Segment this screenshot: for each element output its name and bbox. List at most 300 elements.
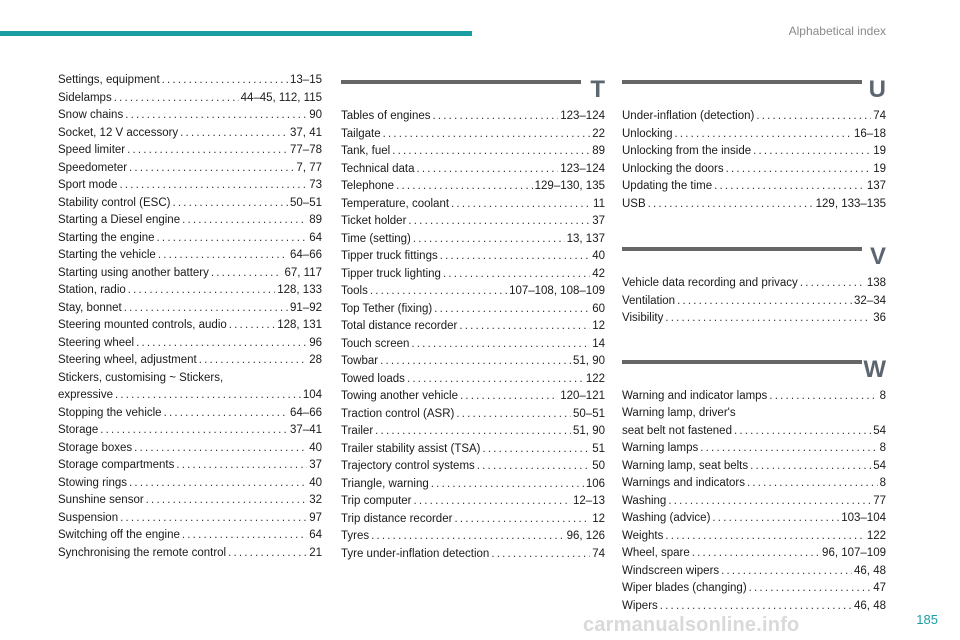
dot-leader [180,125,288,143]
index-entry [341,511,605,529]
dot-leader [756,108,871,126]
index-pages: 51, 90 [573,355,605,367]
index-term: Stay, bonnet [58,301,122,314]
index-entry [622,423,886,441]
index-entry [341,143,605,161]
dot-leader [800,275,865,293]
index-term: Trajectory control systems [341,460,475,472]
index-term: Steering mounted controls, audio [58,319,227,331]
index-entry [58,177,322,195]
index-term: Sport mode [58,179,118,191]
index-term: Updating the time [622,180,713,192]
index-entry [341,213,605,231]
index-pages: 129, 133–135 [815,197,886,210]
dot-leader [176,457,307,475]
dot-leader [692,545,820,563]
index-pages: 44–45, 112, 115 [240,91,322,104]
index-entry [58,440,322,458]
index-pages: 40 [309,476,322,489]
index-pages: 123–124 [560,162,605,175]
index-pages: 77–78 [290,144,322,156]
dot-leader [211,265,283,283]
index-pages: 37 [592,215,605,227]
dot-leader [451,196,591,214]
index-entry [341,283,605,301]
index-entry [622,126,886,144]
page-number: 185 [916,612,938,627]
index-pages: 46, 48 [854,599,886,612]
index-term: Washing (advice) [622,512,711,524]
index-entry [58,475,322,493]
index-term: Settings, equipment [58,74,160,86]
index-pages: 122 [585,372,605,385]
section-header [622,355,886,384]
index-entry [58,230,322,248]
index-entry [58,405,322,423]
index-pages: 89 [592,145,605,157]
dot-leader [407,371,584,389]
index-pages: 123–124 [560,110,605,122]
index-entry [622,388,886,406]
index-term: expressive [58,389,113,401]
index-term: Stowing rings [58,476,128,489]
index-term: Warning and indicator lamps [622,389,768,402]
index-entry [58,510,322,528]
dot-leader [182,212,307,230]
index-pages: 47 [873,582,886,594]
dot-leader [136,335,307,353]
index-entry [622,275,886,293]
dot-leader [146,492,308,510]
index-pages: 7, 77 [296,161,322,174]
index-entry [341,371,605,389]
index-list-w [622,388,886,616]
dot-leader [417,161,559,179]
index-term: Triangle, warning [341,477,429,490]
index-entry [341,231,605,249]
index-pages: 8 [879,442,886,454]
index-pages: 51 [592,442,605,455]
section-rule [622,360,862,364]
index-term: Warning lamp, driver's [622,407,736,419]
section-letter: V [869,243,886,270]
index-term: Unlocking the doors [622,162,724,175]
index-pages: 97 [309,511,322,524]
index-term: Sidelamps [58,91,112,104]
index-pages: 64 [309,231,322,244]
index-entry [622,580,886,598]
section-letter: W [863,355,886,383]
index-pages: 40 [592,250,605,262]
dot-leader [383,126,591,144]
index-term: Touch screen [341,337,410,350]
index-entry [341,178,605,196]
dot-leader [411,336,590,354]
index-pages: 128, 133 [277,284,322,296]
index-entry [622,598,886,616]
index-pages: 91–92 [290,301,322,314]
dot-leader [120,510,307,528]
index-entry [58,335,322,353]
index-pages: 12–13 [573,495,605,507]
section-u [622,76,886,213]
dot-leader [392,143,590,161]
index-term: Stability control (ESC) [58,196,171,209]
index-entry [622,310,886,328]
dot-leader [172,195,288,213]
page-header-title: Alphabetical index [788,24,886,38]
index-pages: 74 [873,110,886,122]
index-pages: 54 [873,459,886,472]
index-term: Station, radio [58,284,126,296]
watermark-text: carmanualsonline.info [583,614,800,636]
index-pages: 129–130, 135 [534,180,605,192]
index-pages: 12 [592,320,605,332]
index-pages: 74 [592,547,605,560]
dot-leader [127,142,288,160]
dot-leader [229,317,275,335]
index-pages: 90 [309,109,322,121]
index-pages: 89 [309,214,322,226]
dot-leader [371,528,565,546]
index-pages: 21 [309,546,322,559]
index-term: Traction control (ASR) [341,407,455,420]
dot-leader [460,388,558,406]
index-pages: 22 [592,127,605,140]
index-entry [58,492,322,510]
index-term: Technical data [341,162,415,175]
index-pages: 96, 126 [566,530,605,542]
dot-leader [431,476,584,494]
index-term: Storage compartments [58,459,175,471]
index-list-u [622,108,886,213]
index-term: Suspension [58,511,119,524]
index-pages: 50 [592,460,605,472]
dot-leader [114,90,239,108]
index-term: Vehicle data recording and privacy [622,277,798,289]
index-term: Temperature, coolant [341,197,450,210]
dot-leader [459,318,590,336]
index-term: Steering wheel, adjustment [58,354,197,366]
dot-leader [668,493,871,511]
index-term: Switching off the engine [58,529,180,541]
index-pages: 19 [873,162,886,175]
dot-leader [396,178,533,196]
index-column-t [341,76,605,563]
index-pages: 13, 137 [566,232,605,245]
index-entry [58,370,322,388]
index-entry [341,161,605,179]
index-pages: 122 [866,529,886,542]
index-entry [341,248,605,266]
dot-leader [675,126,853,144]
index-entry [622,563,886,581]
index-term: Snow chains [58,109,124,121]
index-term: Weights [622,529,664,542]
dot-leader [660,598,852,616]
index-pages: 60 [592,302,605,315]
index-term: Total distance recorder [341,320,458,332]
index-pages: 8 [879,477,886,489]
index-column-uvw [622,76,886,615]
dot-leader [477,458,590,476]
index-pages: 77 [873,494,886,507]
index-term: Steering wheel [58,336,135,349]
dot-leader [414,493,572,511]
index-entry [341,476,605,494]
dot-leader [749,580,872,598]
index-entry [341,458,605,476]
index-term: Ventilation [622,294,676,307]
index-entry [58,265,322,283]
section-t [341,76,605,563]
dot-leader [182,527,307,545]
header-accent-bar [0,31,472,36]
index-entry [58,212,322,230]
index-list-t [341,108,605,563]
index-pages: 37–41 [290,424,322,436]
index-list-v [622,275,886,328]
index-pages: 51, 90 [573,425,605,437]
dot-leader [128,282,275,300]
index-term: Storage [58,424,99,436]
section-rule [341,80,581,84]
index-pages: 32–34 [854,294,886,307]
dot-leader [129,160,294,178]
dot-leader [665,528,864,546]
dot-leader [456,406,571,424]
index-entry [58,282,322,300]
index-pages: 40 [309,441,322,454]
index-term: Tipper truck fittings [341,250,438,262]
dot-leader [712,510,839,528]
index-term: Starting the engine [58,231,155,244]
section-header [622,243,886,271]
index-pages: 120–121 [560,390,605,402]
dot-leader [199,352,307,370]
index-entry [58,72,322,90]
dot-leader [714,178,865,196]
index-entry [341,318,605,336]
index-pages: 8 [879,389,886,402]
index-term: Speed limiter [58,144,126,156]
dot-leader [750,458,871,476]
section-v [622,243,886,328]
dot-leader [443,266,590,284]
index-entry [341,528,605,546]
index-pages: 37, 41 [290,126,322,139]
dot-leader [129,475,307,493]
index-term: Stickers, customising ~ Stickers, [58,371,224,384]
section-header [341,76,605,104]
index-pages: 32 [309,494,322,506]
index-term: Sunshine sensor [58,494,144,506]
index-term: Under-inflation (detection) [622,110,755,122]
index-term: Starting using another battery [58,266,209,279]
index-pages: 96 [309,336,322,349]
index-term: Washing [622,494,667,507]
index-pages: 67, 117 [284,266,322,279]
dot-leader [483,441,591,459]
index-entry [622,458,886,476]
dot-leader [665,310,871,328]
index-pages: 16–18 [854,127,886,140]
index-term: seat belt not fastened [622,424,732,437]
dot-leader [747,475,878,493]
index-list-s [58,72,322,562]
index-pages: 128, 131 [277,319,322,331]
dot-leader [380,353,571,371]
index-term: Trip computer [341,495,412,507]
index-entry [341,108,605,126]
index-term: Tools [341,285,368,297]
index-term: Stopping the vehicle [58,406,162,419]
index-pages: 14 [592,337,605,350]
dot-leader [134,440,307,458]
dot-leader [677,293,852,311]
index-entry [58,300,322,318]
index-term: Socket, 12 V accessory [58,126,179,139]
index-pages: 64–66 [290,249,322,261]
index-pages: 104 [302,389,322,401]
index-term: Visibility [622,312,664,324]
dot-leader [753,143,871,161]
index-term: Towing another vehicle [341,390,458,402]
index-entry [622,510,886,528]
index-entry [58,247,322,265]
dot-leader [726,161,872,179]
index-entry [58,387,322,405]
dot-leader [413,231,565,249]
index-entry [622,196,886,214]
index-pages: 137 [866,180,886,192]
index-entry [341,266,605,284]
index-pages: 11 [593,197,605,210]
index-entry [58,160,322,178]
index-term: Tank, fuel [341,145,391,157]
index-term: Wiper blades (changing) [622,582,747,594]
dot-leader [162,72,288,90]
index-term: Tables of engines [341,110,431,122]
index-term: Starting a Diesel engine [58,214,181,226]
index-pages: 46, 48 [854,564,886,577]
index-term: Trip distance recorder [341,512,453,525]
dot-leader [375,423,571,441]
dot-leader [100,422,288,440]
index-pages: 64 [309,529,322,541]
index-term: USB [622,197,646,210]
index-entry [341,196,605,214]
section-letter: U [868,76,886,103]
dot-leader [433,108,559,126]
dot-leader [164,405,288,423]
section-w [622,355,886,616]
index-entry [341,546,605,564]
index-entry [341,423,605,441]
index-entry [622,108,886,126]
dot-leader [408,213,590,231]
index-pages: 106 [585,477,605,490]
index-term: Wheel, spare [622,547,690,559]
index-term: Time (setting) [341,232,411,245]
section-rule [622,80,862,84]
dot-leader [125,107,307,125]
index-entry [58,107,322,125]
index-term: Tipper truck lighting [341,267,441,280]
index-entry [622,440,886,458]
index-entry [58,195,322,213]
index-term: Ticket holder [341,215,407,227]
dot-leader [370,283,507,301]
index-term: Speedometer [58,161,128,174]
section-letter: T [590,76,605,103]
index-pages: 73 [309,179,322,191]
index-pages: 12 [592,512,605,525]
index-entry [341,441,605,459]
index-entry [341,406,605,424]
index-entry [341,301,605,319]
index-term: Trailer [341,425,374,437]
index-entry [58,90,322,108]
index-pages: 138 [866,277,886,289]
dot-leader [721,563,852,581]
index-entry [58,317,322,335]
dot-leader [769,388,877,406]
index-term: Tailgate [341,127,381,140]
index-entry [341,336,605,354]
index-pages: 107–108, 108–109 [509,285,605,297]
index-term: Tyres [341,530,370,542]
dot-leader [115,387,301,405]
dot-leader [157,230,308,248]
dot-leader [158,247,288,265]
index-pages: 28 [309,354,322,366]
dot-leader [434,301,590,319]
index-entry [58,457,322,475]
dot-leader [734,423,871,441]
section-header [622,76,886,104]
index-entry [622,475,886,493]
index-term: Unlocking from the inside [622,145,752,157]
index-term: Windscreen wipers [622,564,720,577]
index-entry [341,353,605,371]
index-entry [622,493,886,511]
index-term: Tyre under-inflation detection [341,547,490,560]
index-pages: 37 [309,459,322,471]
index-term: Warning lamps [622,442,699,454]
index-pages: 64–66 [290,406,322,419]
index-pages: 50–51 [290,196,322,209]
index-term: Unlocking [622,127,673,140]
index-term: Warnings and indicators [622,477,745,489]
index-entry [58,527,322,545]
index-entry [622,545,886,563]
dot-leader [124,300,288,318]
index-pages: 103–104 [841,512,886,524]
index-entry [622,405,886,423]
index-term: Trailer stability assist (TSA) [341,442,481,455]
index-term: Synchronising the remote control [58,546,227,559]
dot-leader [454,511,590,529]
index-pages: 96, 107–109 [822,547,886,559]
dot-leader [440,248,590,266]
dot-leader [700,440,877,458]
dot-leader [228,545,307,563]
index-entry [341,126,605,144]
index-entry [341,388,605,406]
index-entry [622,293,886,311]
index-term: Telephone [341,180,395,192]
